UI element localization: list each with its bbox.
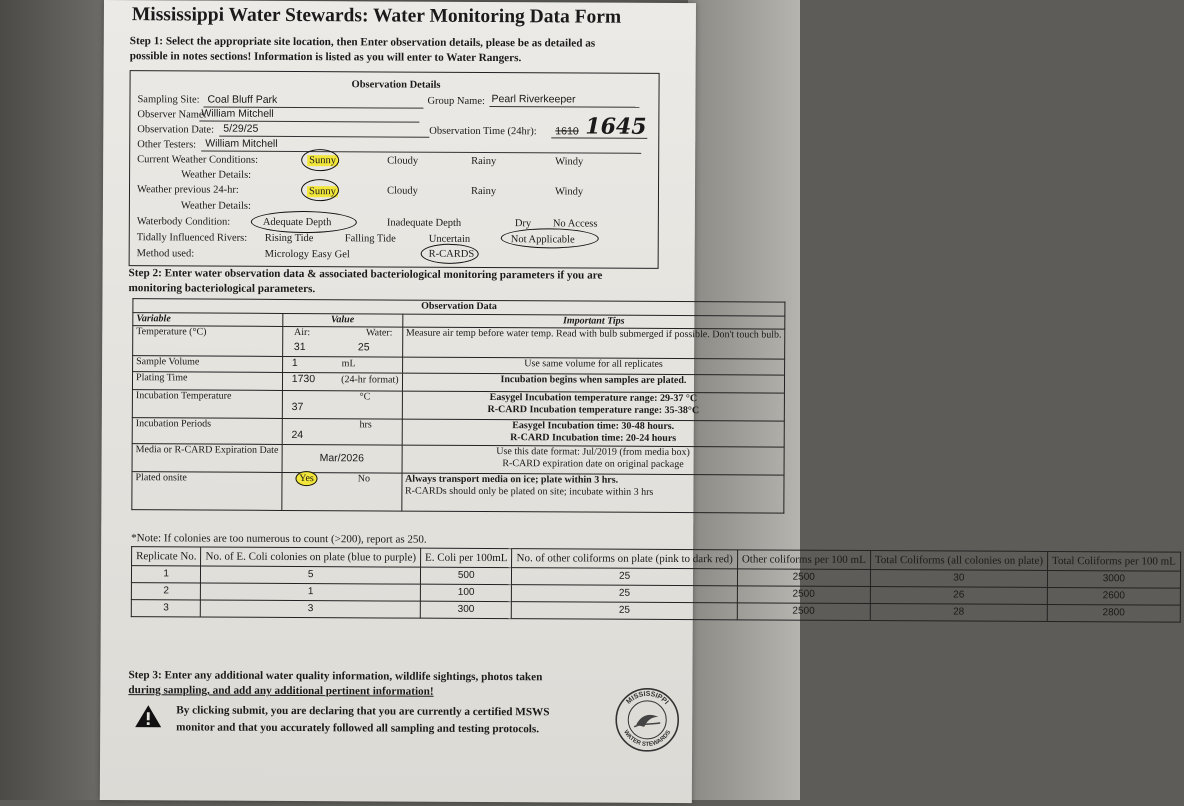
tidal-not-applicable[interactable]: Not Applicable: [510, 234, 575, 246]
expiration-date-label: Media or R-CARD Expiration Date: [132, 444, 282, 473]
current-weather-label: Current Weather Conditions:: [137, 154, 259, 166]
sample-volume-label: Sample Volume: [133, 356, 283, 373]
tidal-uncertain[interactable]: Uncertain: [428, 233, 471, 245]
sample-volume-value: 1: [291, 356, 298, 370]
water-label: Water:: [365, 327, 393, 339]
step2-line1: Step 2: Enter water observation data & associated bacteriological monitoring parameters if you are: [128, 267, 603, 282]
expiration-date-tip: Use this date format: Jul/2019 (from media box) R-CARD expiration date on original package: [402, 445, 785, 475]
header-other-colonies: No. of other coliforms on plate (pink to dark red): [512, 549, 737, 569]
temperature-value[interactable]: [282, 326, 402, 357]
plating-time-cell[interactable]: [282, 372, 402, 391]
waterbody-adequate-depth[interactable]: Adequate Depth: [262, 216, 332, 229]
plated-onsite-label: Plated onsite: [132, 472, 282, 511]
temperature-tip: Measure air temp before water temp. Read with bulb submerged if possible. Don't touch bulb.: [402, 327, 785, 359]
col-tips: Important Tips: [402, 314, 785, 329]
header-replicate: Replicate No.: [132, 547, 202, 566]
observation-data-header: Observation Data: [133, 299, 785, 316]
incubation-temp-cell[interactable]: [282, 390, 402, 419]
expiration-date-cell[interactable]: [282, 444, 402, 473]
air-temp-value[interactable]: 31: [293, 340, 306, 354]
weather-details-label: Weather Details:: [181, 169, 252, 181]
colonies-table: [131, 546, 1181, 622]
table-row: 2 1 100 25 2500 26 2600: [131, 583, 1180, 605]
svg-text:WATER STEWARDS: WATER STEWARDS: [622, 729, 673, 748]
declaration-line1: By clicking submit, you are declaring that you are currently a certified MSWS: [176, 704, 550, 719]
incubation-period-value: 24: [291, 428, 304, 442]
incubation-temp-value: 37: [291, 400, 304, 414]
group-name-label: Group Name:: [427, 95, 485, 107]
tidal-label: Tidally Influenced Rivers:: [136, 232, 248, 244]
current-weather-sunny[interactable]: Sunny: [309, 155, 337, 167]
air-label: Air:: [293, 326, 311, 339]
waterbody-dry[interactable]: Dry: [514, 218, 532, 230]
note-text: *Note: If colonies are too numerous to count (>200), report as 250.: [131, 532, 427, 546]
warning-icon: [134, 704, 162, 728]
incubation-period-label: Incubation Periods: [132, 418, 282, 445]
plated-onsite-tip: Always transport media on ice; plate within 3 hrs. R-CARDs should only be plated on site; incubate within 3 hrs: [401, 473, 784, 513]
observation-details-header: Observation Details: [351, 79, 441, 91]
background-left: [0, 0, 108, 800]
sample-volume-unit: mL: [341, 358, 356, 370]
table-row: 3 3 300 25 2500 28 2800: [131, 600, 1180, 622]
plated-onsite-yes[interactable]: Yes: [295, 471, 318, 486]
plating-time-tip: Incubation begins when samples are plated.: [402, 373, 785, 393]
step3-line2: during sampling, and add any additional pertinent information!: [128, 684, 434, 698]
header-ecoli-per-100ml: E. Coli per 100mL: [421, 548, 513, 567]
waterbody-condition-label: Waterbody Condition:: [136, 216, 231, 228]
declaration-line2: monitor and that you accurately followed all sampling and testing protocols.: [176, 721, 540, 736]
step1-line2: possible in notes sections! Information is listed as you will enter to Water Rangers.: [129, 50, 522, 65]
current-weather-cloudy[interactable]: Cloudy: [387, 155, 419, 167]
svg-text:MISSISSIPPI: MISSISSIPPI: [625, 690, 670, 706]
sampling-site-label: Sampling Site:: [137, 94, 200, 106]
step2-line2: monitoring bacteriological parameters.: [128, 282, 316, 296]
observation-time-label: Observation Time (24hr):: [429, 125, 537, 138]
col-variable: Variable: [133, 313, 283, 327]
plating-time-unit: (24-hr format): [341, 374, 399, 386]
sample-volume-cell[interactable]: [282, 356, 402, 373]
incubation-period-tip: Easygel Incubation time: 30-48 hours. R-CARD Incubation time: 20-24 hours: [402, 419, 785, 447]
weather-previous-details-label: Weather Details:: [180, 200, 251, 212]
method-label: Method used:: [136, 248, 195, 260]
header-other-per-100ml: Other coliforms per 100 mL: [737, 550, 870, 570]
incubation-temp-unit: °C: [359, 391, 371, 403]
incubation-period-cell[interactable]: [282, 418, 402, 445]
col-value: Value: [283, 313, 403, 327]
observer-name-label: Observer Name:: [137, 109, 207, 121]
water-temp-value[interactable]: 25: [357, 341, 370, 354]
table-row: 1 5 500 25 2500 30 3000: [131, 566, 1180, 588]
plated-onsite-cell[interactable]: [282, 472, 402, 511]
observation-date-value[interactable]: 5/29/25: [223, 122, 259, 135]
form-title: Mississippi Water Stewards: Water Monitoring Data Form: [131, 4, 622, 28]
header-total-colonies: Total Coliforms (all colonies on plate): [870, 551, 1047, 571]
waterbody-inadequate-depth[interactable]: Inadequate Depth: [386, 217, 462, 229]
incubation-temp-label: Incubation Temperature: [132, 390, 282, 419]
observation-data-table: [131, 298, 785, 513]
header-total-per-100ml: Total Coliforms per 100 mL: [1047, 551, 1180, 571]
plated-onsite-no[interactable]: No: [357, 473, 371, 485]
step1-line1: Step 1: Select the appropriate site location, then Enter observation details, please be as detailed as: [129, 35, 596, 50]
current-weather-windy[interactable]: Windy: [555, 156, 584, 168]
weather-previous-windy[interactable]: Windy: [554, 186, 584, 198]
observation-date-label: Observation Date:: [137, 124, 215, 136]
tidal-rising[interactable]: Rising Tide: [264, 232, 314, 245]
weather-previous-label: Weather previous 24-hr:: [136, 184, 239, 196]
expiration-date-value: Mar/2026: [319, 452, 364, 465]
sampling-site-value[interactable]: Coal Bluff Park: [207, 93, 278, 106]
method-rcards[interactable]: R-CARDS: [428, 248, 475, 260]
plating-time-value: 1730: [291, 372, 316, 386]
msws-seal-logo: [614, 687, 680, 753]
method-easy-gel[interactable]: Micrology Easy Gel: [264, 248, 350, 261]
weather-previous-sunny[interactable]: Sunny: [308, 186, 336, 198]
group-name-value[interactable]: Pearl Riverkeeper: [491, 93, 576, 106]
form-paper: [100, 0, 1176, 803]
waterbody-no-access[interactable]: No Access: [552, 218, 598, 230]
current-weather-selection-circle: [301, 149, 339, 171]
step3-line1: Step 3: Enter any additional water quality information, wildlife sightings, photos taken: [128, 669, 543, 684]
weather-previous-rainy[interactable]: Rainy: [470, 185, 497, 198]
observation-time-crossed: 1610: [555, 125, 579, 138]
plating-time-label: Plating Time: [132, 372, 282, 391]
other-testers-label: Other Testers:: [137, 139, 197, 151]
header-ecoli-colonies: No. of E. Coli colonies on plate (blue to purple): [201, 547, 421, 567]
incubation-period-unit: hrs: [359, 419, 372, 431]
sample-volume-tip: Use same volume for all replicates: [402, 357, 785, 375]
current-weather-rainy[interactable]: Rainy: [471, 155, 497, 168]
tidal-falling[interactable]: Falling Tide: [344, 233, 396, 245]
weather-previous-cloudy[interactable]: Cloudy: [386, 185, 418, 197]
observer-name-value[interactable]: William Mitchell: [201, 107, 274, 120]
other-testers-value[interactable]: William Mitchell: [205, 137, 278, 150]
observation-time-value[interactable]: 1645: [585, 113, 647, 140]
weather-previous-selection-circle: [301, 179, 339, 201]
method-selection-circle: [421, 244, 479, 264]
temperature-label: Temperature (°C): [133, 326, 283, 357]
incubation-temp-tip: Easygel Incubation temperature range: 29-37 °C R-CARD Incubation temperature range: 35-38°C: [402, 391, 785, 421]
